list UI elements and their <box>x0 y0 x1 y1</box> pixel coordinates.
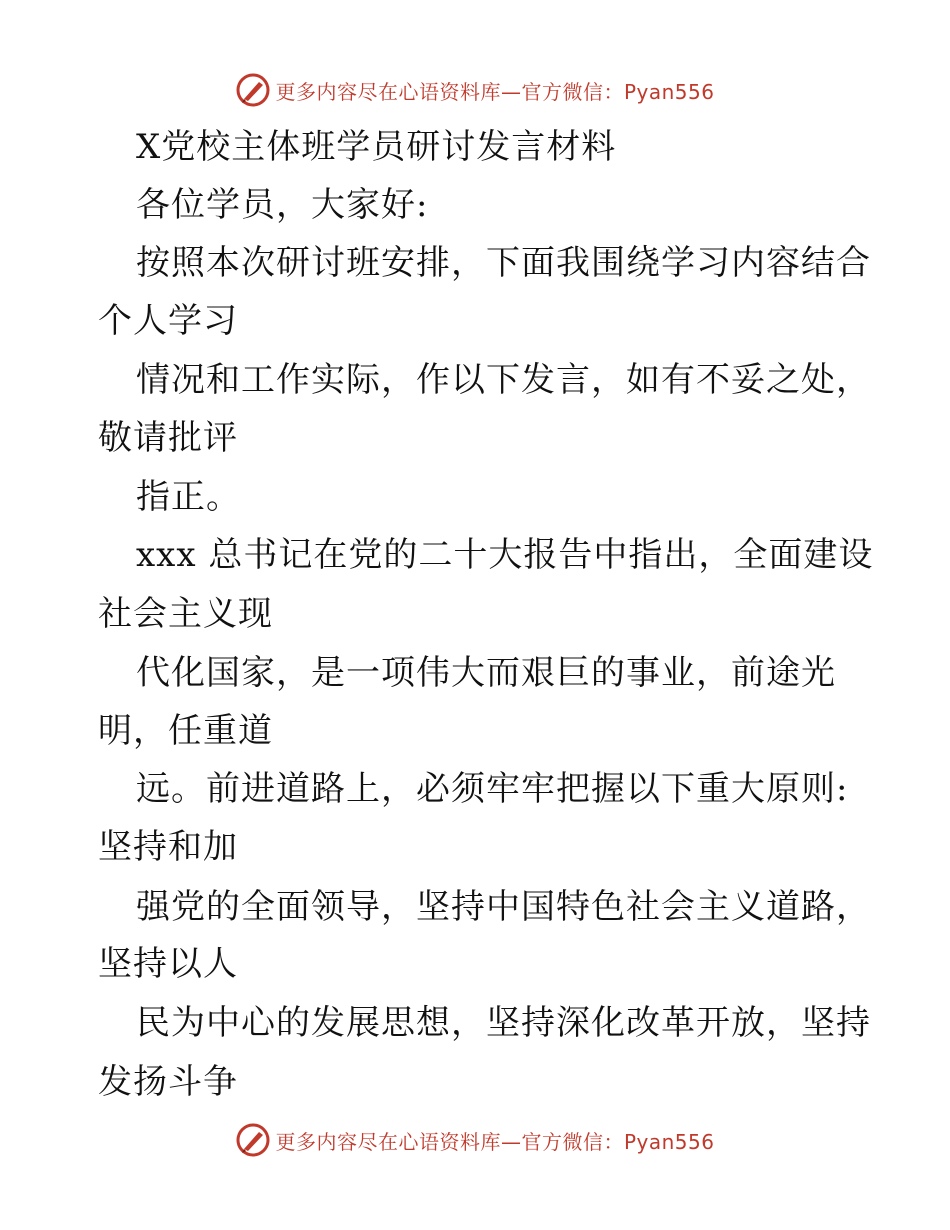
text-line: 强党的全面领导，坚持中国特色社会主义道路， <box>136 887 871 927</box>
text-line: 远。前进道路上，必须牢牢把握以下重大原则: <box>136 769 849 809</box>
text-line: 社会主义现 <box>98 594 273 634</box>
text-line: 坚持以人 <box>98 944 238 984</box>
text-line: 各位学员，大家好: <box>136 185 429 225</box>
watermark-text: 更多内容尽在心语资料库—官方微信：Pyan556 <box>275 79 715 104</box>
text-line: 坚持和加 <box>98 827 238 867</box>
header-watermark <box>0 70 950 110</box>
doc-title: X党校主体班学员研讨发言材料 <box>136 127 617 167</box>
text-line: 个人学习 <box>98 301 238 341</box>
text-line: 代化国家，是一项伟大而艰巨的事业，前途光 <box>136 653 836 693</box>
text-line: xxx 总书记在党的二十大报告中指出，全面建设 <box>136 535 874 575</box>
text-line: 按照本次研讨班安排，下面我围绕学习内容结合 <box>136 243 871 283</box>
text-line: 指正。 <box>136 477 241 517</box>
pen-logo-icon <box>235 1122 271 1158</box>
text-line: 敬请批评 <box>98 418 238 458</box>
footer-watermark <box>0 1120 950 1160</box>
text-line: 情况和工作实际，作以下发言，如有不妥之处， <box>136 360 871 400</box>
text-line: 明，任重道 <box>98 711 273 751</box>
pen-logo-icon <box>235 72 271 108</box>
watermark-text: 更多内容尽在心语资料库—官方微信：Pyan556 <box>275 1129 715 1154</box>
text-line: 民为中心的发展思想，坚持深化改革开放，坚持 <box>136 1003 871 1043</box>
text-line: 发扬斗争 <box>98 1062 238 1102</box>
